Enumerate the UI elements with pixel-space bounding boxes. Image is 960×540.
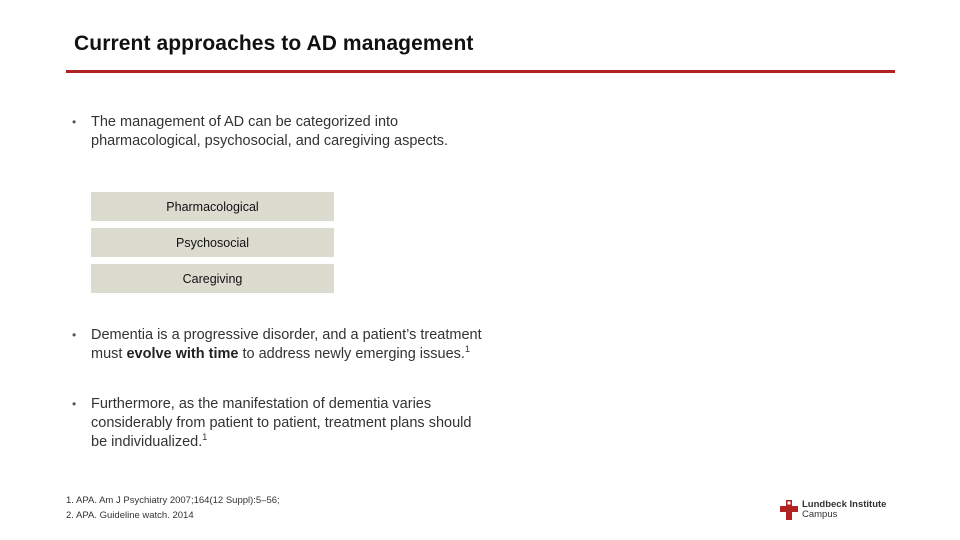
bullet-text-pre: Dementia is a progressive disorder, and a patient’s treatment must	[91, 327, 482, 362]
bullet-dot: •	[72, 328, 77, 342]
slide-title: Current approaches to AD management	[74, 32, 474, 55]
bullet-text-post: to address newly emerging issues.	[238, 346, 465, 362]
logo-line1: Lundbeck Institute	[802, 499, 887, 510]
aspect-psychosocial: Psychosocial	[91, 228, 334, 257]
reference-2: 2. APA. Guideline watch. 2014	[66, 510, 194, 521]
title-divider	[66, 70, 895, 73]
bullet-management-categories	[72, 113, 491, 151]
references	[66, 493, 280, 523]
bullet-individualized-treatment	[72, 395, 491, 452]
lundbeck-cross-icon	[780, 500, 798, 520]
bullet-progressive-disorder	[72, 326, 491, 364]
reference-1: 1. APA. Am J Psychiatry 2007;164(12 Suppl):5–56;	[66, 495, 280, 506]
bullet-text-pre: Furthermore, as the manifestation of dementia varies considerably from patient to patient, treatment plans should be individualized.	[91, 396, 472, 450]
bullet-dot: •	[72, 115, 77, 129]
lundbeck-logo	[780, 499, 900, 521]
aspect-pharmacological: Pharmacological	[91, 192, 334, 221]
bullet-dot: •	[72, 397, 77, 411]
aspect-caregiving: Caregiving	[91, 264, 334, 293]
aspect-boxes	[91, 192, 334, 300]
bullet-text: The management of AD can be categorized into pharmacological, psychosocial, and caregiving aspects.	[91, 114, 449, 149]
reference-marker: 1	[464, 344, 470, 355]
reference-marker: 1	[202, 432, 208, 443]
logo-line2: Campus	[802, 509, 838, 520]
bullet-emphasis: evolve with time	[126, 346, 239, 362]
